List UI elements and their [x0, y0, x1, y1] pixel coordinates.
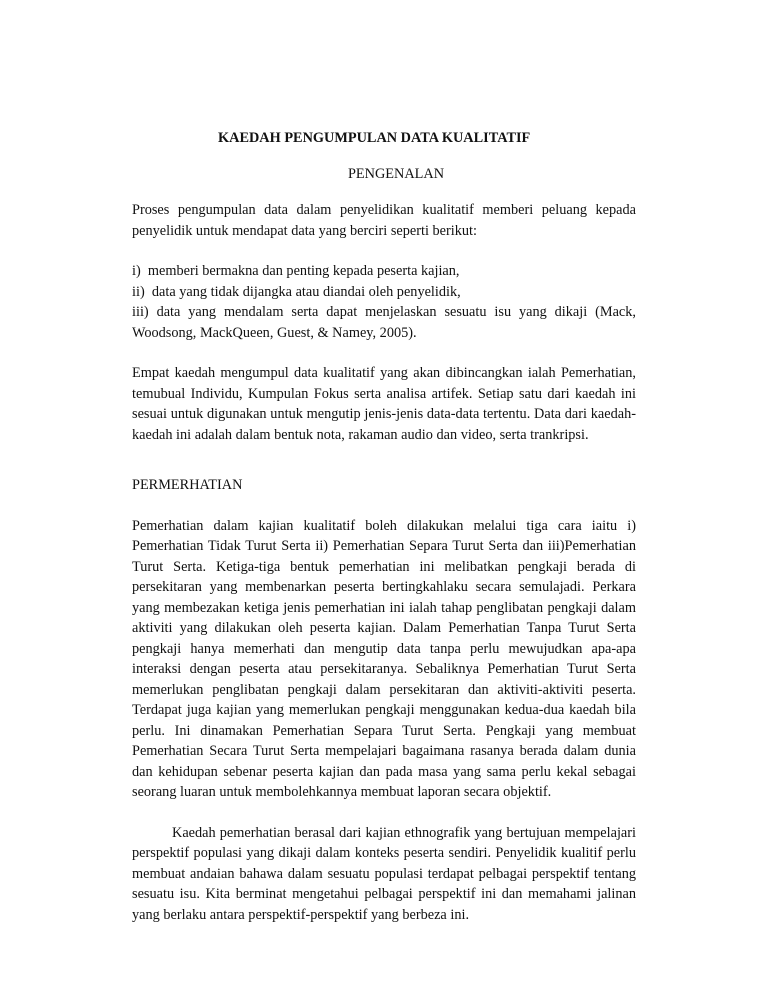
section-title-pengenalan: PENGENALAN	[347, 166, 445, 182]
methods-paragraph: Empat kaedah mengumpul data kualitatif yang akan dibincangkan ialah Pemerhatian, temubual Individu, Kumpulan Fokus serta analisa artifek. Setiap satu dari kaedah ini sesuai untuk digunakan untuk mengutip jenis-jenis data-data tertentu. Data dari kaedah-kaedah ini adalah dalam bentuk nota, rakaman audio dan video, serta trankripsi.	[132, 365, 636, 443]
document-page	[132, 128, 636, 925]
intro-paragraph: Proses pengumpulan data dalam penyelidikan kualitatif memberi peluang kepada penyelidik untuk mendapat data yang berciri seperti berikut:	[132, 202, 636, 239]
list-item: i) memberi bermakna dan penting kepada peserta kajian,	[132, 263, 460, 279]
section-heading-permerhatian: PERMERHATIAN	[132, 477, 243, 493]
observation-paragraph: Pemerhatian dalam kajian kualitatif boleh dilakukan melalui tiga cara iaitu i) Pemerhatian Tidak Turut Serta ii) Pemerhatian Separa Turut Serta dan iii)Pemerhatian Turut Serta. Ketiga-tiga bentuk pemerhatian ini melibatkan pengkaji berada di persekitaran yang membenarkan peserta bertingkahlaku secara semulajadi. Perkara yang membezakan ketiga jenis pemerhatian ini ialah tahap penglibatan pengkaji dalam aktiviti yang dilakukan oleh peserta kajian. Dalam Pemerhatian Tanpa Turut Serta pengkaji hanya memerhati dan mengutip data tanpa perlu mewujudkan apa-apa interaksi dengan peserta atau persekitaranya. Sebaliknya Pemerhatian Turut Serta memerlukan penglibatan pengkaji dalam persekitaran dan aktiviti-aktiviti peserta. Terdapat juga kajian yang memerlukan pengkaji menggunakan kedua-dua kaedah bila perlu. Ini dinamakan Pemerhatian Separa Turut Serta. Pengkaji yang membuat Pemerhatian Secara Turut Serta mempelajari bagaimana rasanya berada dalam dunia dan kehidupan sebenar peserta kajian dan pada masa yang sama perlu kekal sebagai seorang luaran untuk membolehkannya membuat laporan secara objektif.	[132, 517, 636, 800]
list-item: iii) data yang mendalam serta dapat menjelaskan sesuatu isu yang dikaji (Mack, Woodsong, MackQueen, Guest, & Namey, 2005).	[132, 304, 636, 341]
list-item: ii) data yang tidak dijangka atau diandai oleh penyelidik,	[132, 283, 461, 300]
document-title: KAEDAH PENGUMPULAN DATA KUALITATIF	[218, 130, 531, 146]
ethnography-paragraph: Kaedah pemerhatian berasal dari kajian ethnografik yang bertujuan mempelajari perspektif populasi yang dikaji dalam konteks peserta sendiri. Penyelidik kualitif perlu membuat andaian bahawa dalam sesuatu populasi terdapat pelbagai perspektif tentang sesuatu isu. Kita berminat mengetahui pelbagai perspektif ini dan memahami jalinan yang berlaku antara perspektif-perspektif yang berbeza ini.	[132, 824, 636, 923]
criteria-list	[132, 261, 636, 343]
